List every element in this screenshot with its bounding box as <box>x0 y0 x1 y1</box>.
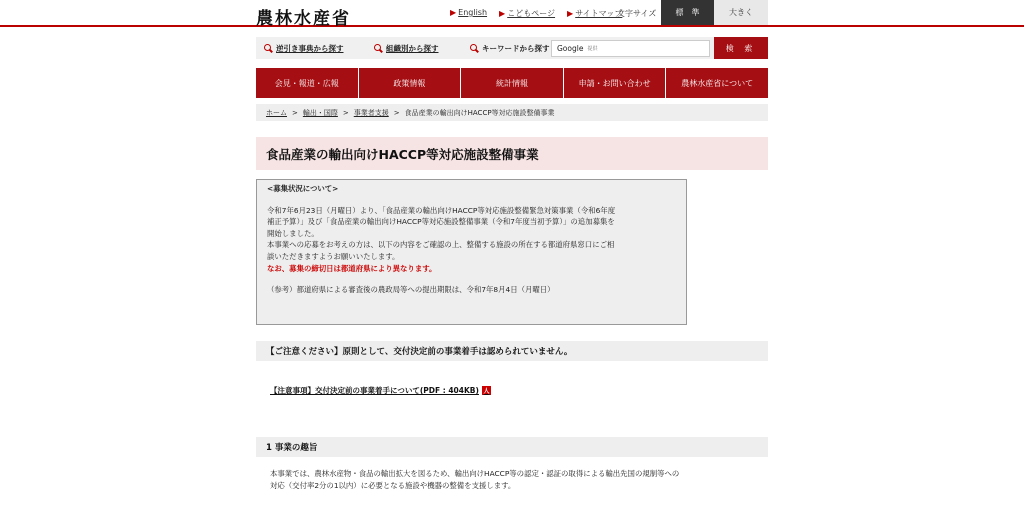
breadcrumb-support[interactable]: 事業者支援 <box>353 108 389 117</box>
notice-line: 補正予算）」及び「食品産業の輸出向けHACCP等対応施設整備事業（令和7年度当初予算）」の追加募集を <box>267 217 615 227</box>
caution-pdf-link[interactable] <box>270 385 491 396</box>
header <box>0 0 1024 27</box>
keyword-search-text: キーワードから探す <box>482 44 550 53</box>
notice-deadline-warning: なお、募集の締切日は都道府県により異なります。 <box>267 263 437 273</box>
font-size-label: 文字サイズ <box>617 9 657 18</box>
section-heading-purpose: 1 事業の趣旨 <box>256 437 768 457</box>
breadcrumb <box>256 104 768 121</box>
nav-press[interactable]: 会見・報道・広報 <box>256 68 359 98</box>
search-icon <box>470 44 479 53</box>
breadcrumb-sep: > <box>292 108 298 117</box>
search-icon <box>374 44 383 53</box>
search-input[interactable] <box>551 40 710 57</box>
section-purpose-text <box>270 468 765 492</box>
caution-pdf-label: 【注意事項】交付決定前の事業着手について(PDF : 404KB) <box>270 386 479 395</box>
link-sitemap-label[interactable]: サイトマップ <box>575 9 623 18</box>
link-kids-label[interactable]: こどもページ <box>507 9 556 18</box>
search-by-index-link[interactable] <box>264 43 344 54</box>
arrow-icon: ▶ <box>499 9 506 18</box>
search-by-org-link[interactable] <box>374 43 439 54</box>
breadcrumb-sep: > <box>342 108 349 117</box>
search-icon <box>264 44 273 53</box>
search-button[interactable]: 検 索 <box>714 37 768 59</box>
font-size-standard-button[interactable]: 標 準 <box>661 0 714 25</box>
breadcrumb-sep: > <box>393 108 400 117</box>
header-links <box>450 8 622 19</box>
notice-line: 談いただきますようお願いいたします。 <box>267 251 400 261</box>
purpose-line: 本事業では、農林水産物・食品の輸出拡大を図るため、輸出向けHACCP等の認定・認証の取得による輸出先国の規制等への <box>270 469 680 478</box>
keyword-search-label <box>470 43 550 54</box>
notice-line: 令和7年6月23日（月曜日）より、「食品産業の輸出向けHACCP等対応施設整備緊急対策事業（令和6年度 <box>267 205 616 215</box>
caution-heading: 【ご注意ください】原則として、交付決定前の事業着手は認められていません。 <box>256 341 768 361</box>
site-logo[interactable]: 農林水産省 <box>256 9 351 29</box>
link-sitemap[interactable] <box>567 8 622 19</box>
breadcrumb-home[interactable]: ホーム <box>266 108 287 117</box>
notice-line: 本事業への応募をお考えの方は、以下の内容をご確認の上、整備する施設の所在する都道府県窓口にご相 <box>267 240 615 250</box>
font-size-large-button[interactable]: 大きく <box>714 0 768 25</box>
link-kids[interactable] <box>499 8 555 19</box>
arrow-icon: ▶ <box>450 8 457 17</box>
arrow-icon: ▶ <box>567 9 574 18</box>
google-label: Google <box>557 44 584 53</box>
notice-line: 開始しました。 <box>267 228 319 238</box>
nav-statistics[interactable]: 統計情報 <box>461 68 564 98</box>
link-english[interactable] <box>450 8 487 19</box>
notice-box <box>256 179 687 325</box>
nav-policy[interactable]: 政策情報 <box>359 68 462 98</box>
breadcrumb-export[interactable]: 輸出・国際 <box>302 108 338 117</box>
nav-about[interactable]: 農林水産省について <box>666 68 768 98</box>
nav-applications[interactable]: 申請・お問い合わせ <box>564 68 667 98</box>
page-title: 食品産業の輸出向けHACCP等対応施設整備事業 <box>256 137 768 170</box>
notice-reference: （参考）都道府県による審査後の農政局等への提出期限は、令和7年8月4日（月曜日） <box>267 285 555 295</box>
breadcrumb-current: 食品産業の輸出向けHACCP等対応施設整備事業 <box>404 108 555 117</box>
search-by-org-label: 組織別から探す <box>386 44 439 53</box>
purpose-line: 対応（交付率2分の1以内）に必要となる施設や機器の整備を支援します。 <box>270 481 516 490</box>
search-by-index-label: 逆引き事典から探す <box>276 44 344 53</box>
main-nav <box>256 68 768 98</box>
google-provided: 提供 <box>587 46 598 52</box>
link-english-label[interactable]: English <box>458 8 488 17</box>
notice-title: <募集状況について> <box>267 184 339 193</box>
pdf-icon: 人 <box>483 388 490 395</box>
